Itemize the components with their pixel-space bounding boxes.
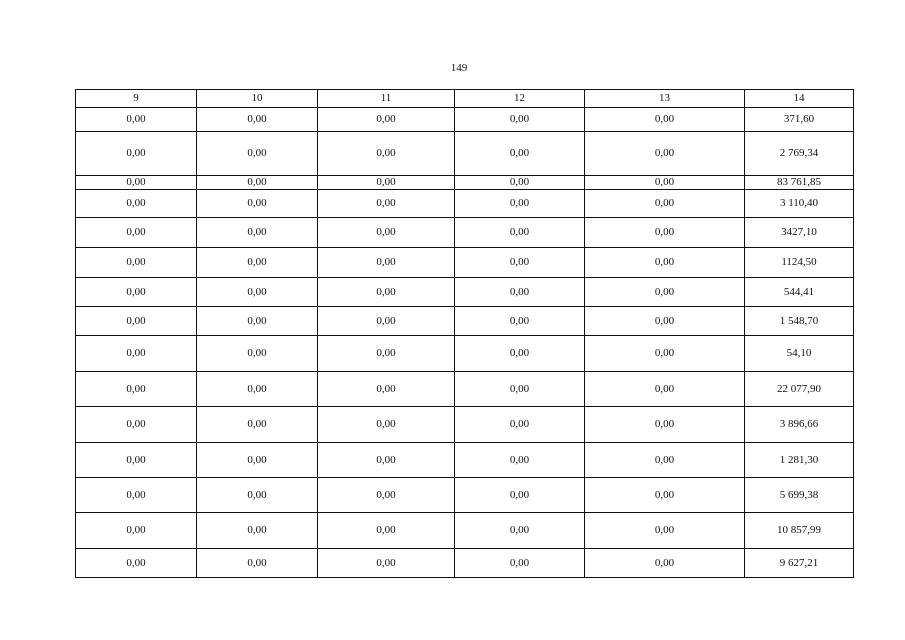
table-cell: 0,00 <box>455 372 585 407</box>
table-cell: 0,00 <box>318 372 455 407</box>
table-cell: 9 627,21 <box>745 549 854 578</box>
table-cell: 0,00 <box>197 132 318 176</box>
table-cell: 0,00 <box>197 513 318 549</box>
table-row <box>76 108 854 132</box>
table-cell: 0,00 <box>197 190 318 218</box>
column-header: 12 <box>455 90 585 108</box>
table-cell: 0,00 <box>318 407 455 443</box>
table-cell: 0,00 <box>585 307 745 336</box>
table-cell: 0,00 <box>76 372 197 407</box>
table-row <box>76 478 854 513</box>
table-cell: 0,00 <box>318 549 455 578</box>
table-cell: 0,00 <box>455 132 585 176</box>
table-cell: 0,00 <box>455 307 585 336</box>
table-cell: 0,00 <box>455 443 585 478</box>
table-cell: 2 769,34 <box>745 132 854 176</box>
column-header: 13 <box>585 90 745 108</box>
table-cell: 0,00 <box>318 248 455 278</box>
table-cell: 0,00 <box>76 443 197 478</box>
table-cell: 0,00 <box>455 549 585 578</box>
table-cell: 0,00 <box>585 549 745 578</box>
table-cell: 0,00 <box>197 336 318 372</box>
table-cell: 0,00 <box>197 549 318 578</box>
table-cell: 3 896,66 <box>745 407 854 443</box>
table-cell: 0,00 <box>585 218 745 248</box>
table-cell: 1 281,30 <box>745 443 854 478</box>
table-cell: 0,00 <box>585 336 745 372</box>
table-row <box>76 176 854 190</box>
table-cell: 0,00 <box>455 278 585 307</box>
table-cell: 83 761,85 <box>745 176 854 190</box>
table-cell: 0,00 <box>585 443 745 478</box>
table-cell: 1124,50 <box>745 248 854 278</box>
table-cell: 0,00 <box>455 190 585 218</box>
table-cell: 0,00 <box>76 307 197 336</box>
table-cell: 0,00 <box>318 513 455 549</box>
page-number: 149 <box>450 62 468 74</box>
table-row <box>76 407 854 443</box>
table-header-row <box>76 90 854 108</box>
table-cell: 0,00 <box>76 336 197 372</box>
table-cell: 0,00 <box>197 278 318 307</box>
column-header: 10 <box>197 90 318 108</box>
table-cell: 0,00 <box>318 132 455 176</box>
table-cell: 0,00 <box>585 176 745 190</box>
table-cell: 0,00 <box>76 549 197 578</box>
table-cell: 0,00 <box>318 218 455 248</box>
table-cell: 0,00 <box>197 248 318 278</box>
table-row <box>76 248 854 278</box>
table-cell: 0,00 <box>455 176 585 190</box>
table-cell: 0,00 <box>318 176 455 190</box>
table-cell: 0,00 <box>76 176 197 190</box>
table-row <box>76 336 854 372</box>
table-row <box>76 513 854 549</box>
table-cell: 0,00 <box>76 218 197 248</box>
table-cell: 0,00 <box>197 407 318 443</box>
table-cell: 0,00 <box>455 513 585 549</box>
table-cell: 0,00 <box>455 248 585 278</box>
table-cell: 0,00 <box>585 190 745 218</box>
table-row <box>76 190 854 218</box>
table-cell: 0,00 <box>318 278 455 307</box>
table-cell: 1 548,70 <box>745 307 854 336</box>
table-cell: 0,00 <box>76 108 197 132</box>
table-cell: 0,00 <box>197 108 318 132</box>
table-row <box>76 218 854 248</box>
column-header: 14 <box>745 90 854 108</box>
table-cell: 0,00 <box>585 248 745 278</box>
table-cell: 0,00 <box>318 336 455 372</box>
table-row <box>76 278 854 307</box>
table-cell: 0,00 <box>318 478 455 513</box>
table-cell: 0,00 <box>76 190 197 218</box>
table-row <box>76 443 854 478</box>
table-cell: 0,00 <box>455 108 585 132</box>
table-row <box>76 549 854 578</box>
table-cell: 0,00 <box>455 407 585 443</box>
column-header: 9 <box>76 90 197 108</box>
table-cell: 3427,10 <box>745 218 854 248</box>
table-cell: 0,00 <box>585 372 745 407</box>
table-row <box>76 132 854 176</box>
table-cell: 0,00 <box>76 513 197 549</box>
data-table <box>75 89 854 578</box>
table-cell: 0,00 <box>318 307 455 336</box>
table-cell: 0,00 <box>585 132 745 176</box>
table-cell: 0,00 <box>197 176 318 190</box>
column-header: 11 <box>318 90 455 108</box>
table-row <box>76 307 854 336</box>
table-cell: 0,00 <box>197 372 318 407</box>
table-cell: 0,00 <box>455 478 585 513</box>
table-cell: 0,00 <box>76 478 197 513</box>
table-cell: 0,00 <box>455 218 585 248</box>
table-cell: 0,00 <box>76 132 197 176</box>
table-cell: 10 857,99 <box>745 513 854 549</box>
table-cell: 0,00 <box>585 407 745 443</box>
table-row <box>76 372 854 407</box>
table-cell: 371,60 <box>745 108 854 132</box>
table-cell: 0,00 <box>318 443 455 478</box>
table-cell: 0,00 <box>318 190 455 218</box>
table-cell: 0,00 <box>197 443 318 478</box>
table-cell: 0,00 <box>76 248 197 278</box>
table-cell: 54,10 <box>745 336 854 372</box>
table-cell: 3 110,40 <box>745 190 854 218</box>
table-cell: 22 077,90 <box>745 372 854 407</box>
table-cell: 0,00 <box>76 278 197 307</box>
table-cell: 544,41 <box>745 278 854 307</box>
table-cell: 0,00 <box>585 108 745 132</box>
table-cell: 0,00 <box>197 307 318 336</box>
table-cell: 5 699,38 <box>745 478 854 513</box>
table-cell: 0,00 <box>197 478 318 513</box>
table-cell: 0,00 <box>318 108 455 132</box>
table-cell: 0,00 <box>585 513 745 549</box>
table-cell: 0,00 <box>455 336 585 372</box>
table-cell: 0,00 <box>585 478 745 513</box>
table-cell: 0,00 <box>197 218 318 248</box>
table-cell: 0,00 <box>585 278 745 307</box>
table-cell: 0,00 <box>76 407 197 443</box>
